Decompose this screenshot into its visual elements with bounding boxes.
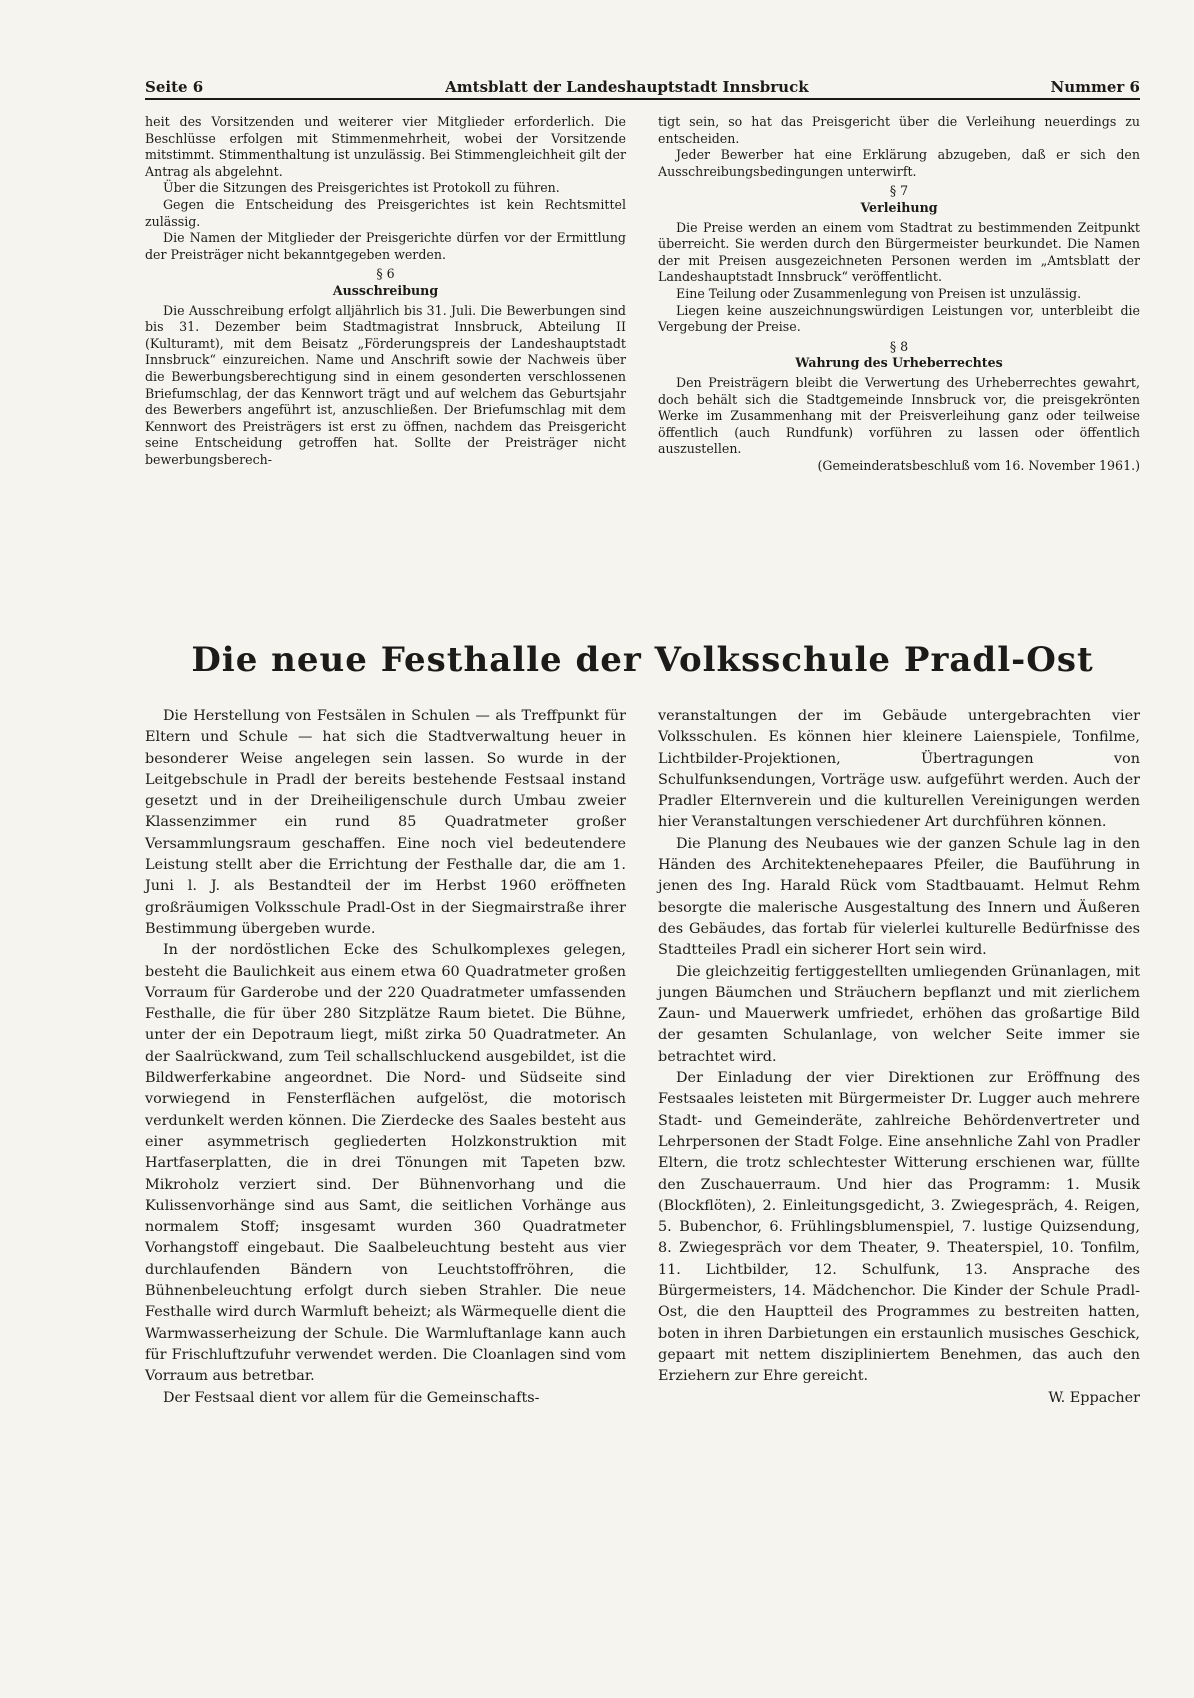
- author-signature: W. Eppacher: [1048, 1389, 1140, 1406]
- paragraph: Der Festsaal dient vor allem für die Gemeinschafts-: [163, 1389, 540, 1406]
- paragraph: heit des Vorsitzenden und weiterer vier Mitglieder erforderlich. Die Beschlüsse erfolgen mit Stimmenmehrheit, wobei der Vorsitzende mitstimmt. Stimmenthaltung ist unzulässig. Bei Stimmengleichheit gilt der Antrag als abgelehnt.: [145, 114, 626, 179]
- article-headline: Die neue Festhalle der Volksschule Pradl-Ost: [191, 640, 1094, 680]
- page-number: Seite 6: [145, 78, 204, 96]
- paragraph: In der nordöstlichen Ecke des Schulkomplexes gelegen, besteht die Baulichkeit aus einem etwa 60 Quadratmeter großen Vorraum für Garderobe und der 220 Quadratmeter umfassenden Festhalle, die für über 280 Sitzplätze Raum bietet. Die Bühne, unter der ein Depotraum liegt, mißt zirka 50 Quadratmeter. An der Saalrückwand, zum Teil schallschluckend ausgebildet, ist die Bildwerferkabine angeordnet. Die Nord- und Südseite sind vorwiegend in Fensterflächen aufgelöst, die motorisch verdunkelt werden können. Die Zierdecke des Saales besteht aus einer asymmetrisch gegliederten Holzkonstruktion mit Hartfaserplatten, die in drei Tönungen mit Tapeten bzw. Mikroholz verziert sind. Der Bühnenvorhang und die Kulissenvorhänge sind aus Samt, die seitlichen Vorhänge aus normalem Stoff; insgesamt wurden 360 Quadratmeter Vorhangstoff eingebaut. Die Saalbeleuchtung besteht aus vier durchlaufenden Bändern von Leuchtstoffröhren, die Bühnenbeleuchtung erfolgt durch sieben Strahler. Die neue Festhalle wird durch Warmluft beheizt; als Wärmequelle dient die Warmwasserheizung der Schule. Die Warmluftanlage kann auch für Frischluftzufuhr verwendet werden. Die Cloanlagen sind vom Vorraum aus betretbar.: [145, 942, 626, 1385]
- paragraph: Liegen keine auszeichnungswürdigen Leistungen vor, unterbleibt die Vergebung der Preise.: [658, 302, 1140, 335]
- paragraph: tigt sein, so hat das Preisgericht über die Verleihung neuerdings zu entscheiden.: [658, 114, 1140, 146]
- newspaper-page: [145, 70, 1140, 1670]
- paragraph: Eine Teilung oder Zusammenlegung von Preisen ist unzulässig.: [676, 285, 1082, 301]
- paragraph: Die Ausschreibung erfolgt alljährlich bis 31. Juli. Die Bewerbungen sind bis 31. Dezember beim Stadtmagistrat Innsbruck, Abteilung II (Kulturamt), mit dem Beisatz „Förderungspreis der Landeshauptstadt Innsbruck“ einzureichen. Name und Anschrift sowie der Nachweis über die Bewerbungsberechtigung sind in einem gesonderten verschlossenen Briefumschlag, der das Kennwort trägt und auf welchem das Geburtsjahr des Bewerbers angeführt ist, anzuschließen. Der Briefumschlag mit dem Kennwort des Preisträgers ist erst zu öffnen, nachdem das Preisgericht seine Entscheidung getroffen hat. Sollte der Preisträger nicht bewerbungsberech-: [145, 302, 626, 467]
- section-number: § 7: [889, 183, 909, 199]
- paragraph: Gegen die Entscheidung des Preisgerichtes ist kein Rechtsmittel zulässig.: [145, 196, 626, 229]
- section-number: § 6: [376, 266, 395, 282]
- paragraph: Die Planung des Neubaues wie der ganzen Schule lag in den Händen des Architektenehepaares Pfeiler, die Bauführung in jenen des Ing. Harald Rück vom Stadtbauamt. Helmut Rehm besorgte die malerische Ausgestaltung des Innern und Äußeren des Gebäudes, das fortab für vielerlei kulturelle Bedürfnisse des Stadtteiles Pradl ein sicherer Hort sein wird.: [658, 835, 1140, 959]
- resolution-note: (Gemeinderatsbeschluß vom 16. November 1961.): [817, 457, 1140, 473]
- paragraph: Die Namen der Mitglieder der Preisgerichte dürfen vor der Ermittlung der Preisträger nicht bekanntgegeben werden.: [145, 230, 626, 262]
- section-number: § 8: [889, 338, 909, 354]
- section-title: Ausschreibung: [332, 282, 439, 298]
- paragraph: Die Herstellung von Festsälen in Schulen — als Treffpunkt für Eltern und Schule — hat sich die Stadtverwaltung heuer in besonderer Weise angelegen sein lassen. So wurde in der Leitgebschule in Pradl der bereits bestehende Festsaal instand gesetzt und in der Dreiheiligenschule durch Umbau zweier Klassenzimmer ein rund 85 Quadratmeter großer Versammlungsraum geschaffen. Eine noch viel bedeutendere Leistung stellt aber die Errichtung der Festhalle dar, die am 1. Juni l. J. als Bestandteil der im Herbst 1960 eröffneten großräumigen Volksschule Pradl-Ost in der Siegmairstraße ihrer Bestimmung übergeben wurde.: [145, 708, 626, 937]
- section-title: Verleihung: [860, 199, 938, 215]
- paragraph: Die gleichzeitig fertiggestellten umliegenden Grünanlagen, mit jungen Bäumchen und Sträuchern bepflanzt und mit zierlichem Zaun- und Mauerwerk umfriedet, erhöhen das großartige Bild der gesamten Schulanlage, von welcher Seite immer sie betrachtet wird.: [658, 963, 1140, 1065]
- top-left-column: [145, 114, 626, 468]
- issue-number: Nummer 6: [1050, 78, 1140, 96]
- paragraph: Den Preisträgern bleibt die Verwertung des Urheberrechtes gewahrt, doch behält sich die Stadtgemeinde Innsbruck vor, die preisgekrönten Werke im Zusammenhang mit der Preisverleihung ganz oder teilweise öffentlich (auch Rundfunk) vorführen zu lassen oder öffentlich auszustellen.: [658, 374, 1140, 457]
- paragraph: veranstaltungen der im Gebäude untergebrachten vier Volksschulen. Es können hier kleinere Laienspiele, Tonfilme, Lichtbilder-Projektionen, Übertragungen von Schulfunksendungen, Vorträge usw. aufgeführt werden. Auch der Pradler Elternverein und die kulturellen Vereinigungen werden hier Veranstaltungen verschiedener Art durchführen können.: [658, 708, 1140, 831]
- paragraph: Über die Sitzungen des Preisgerichtes ist Protokoll zu führen.: [163, 180, 560, 196]
- paragraph: Jeder Bewerber hat eine Erklärung abzugeben, daß er sich den Ausschreibungsbedingungen unterwirft.: [658, 147, 1140, 179]
- article-right-column: [658, 706, 1140, 1409]
- paragraph: Der Einladung der vier Direktionen zur Eröffnung des Festsaales leisteten mit Bürgermeister Dr. Lugger auch mehrere Stadt- und Gemeinderäte, zahlreiche Behördenvertreter und Lehrpersonen der Stadt Folge. Eine ansehnliche Zahl von Pradler Eltern, die trotz schlechtester Witterung erschienen war, füllte den Zuschauerraum. Und hier das Programm: 1. Musik (Blockflöten), 2. Einleitungsgedicht, 3. Zwiegespräch, 4. Reigen, 5. Bubenchor, 6. Frühlingsblumenspiel, 7. lustige Quizsendung, 8. Zwiegespräch vor dem Theater, 9. Theaterspiel, 10. Tonfilm, 11. Lichtbilder, 12. Schulfunk, 13. Ansprache des Bürgermeisters, 14. Mädchenchor. Die Kinder der Schule Pradl-Ost, die den Hauptteil des Programmes zu bestreiten hatten, boten in ihren Darbietungen ein erstaunlich musisches Geschick, gepaart mit nettem diszipliniertem Benehmen, das auch den Erziehern zur Ehre gereicht.: [658, 1070, 1140, 1385]
- page-header: [145, 70, 1140, 100]
- paragraph: Die Preise werden an einem vom Stadtrat zu bestimmenden Zeitpunkt überreicht. Sie werden durch den Bürgermeister beurkundet. Die Namen der mit Preisen ausgezeichneten Personen werden im „Amtsblatt der Landeshauptstadt Innsbruck“ veröffentlicht.: [658, 219, 1140, 285]
- publication-title: Amtsblatt der Landeshauptstadt Innsbruck: [445, 78, 809, 96]
- section-title: Wahrung des Urheberrechtes: [795, 355, 1003, 371]
- article-left-column: [145, 706, 626, 1409]
- top-right-column: [658, 114, 1140, 474]
